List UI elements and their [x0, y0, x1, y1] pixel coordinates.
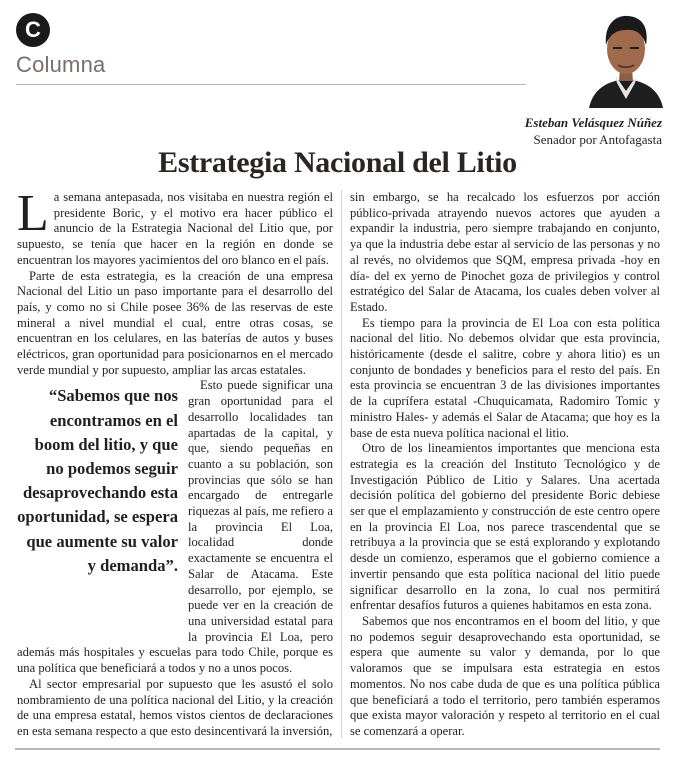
headline: Estrategia Nacional del Litio [158, 146, 517, 179]
article-paragraph: Otro de los lineamientos importantes que menciona esta estrategia es la creación del Instituto Tecnológico y de Investigación Público de Litio y Salares. Una acertada decisión política del gobierno del presidente Boric debiese ser que el emplazamiento y construcción de este centro opere en la provincia El Loa, nos parece trascendental que se retribuya a la provincia que se está explorando y explotando desde un comienzo, esperamos que el gobierno comience a invertir pensando que esta política nacional del litio puede significar desarrollo en la zona, lo cual nos permitirá enfrentar desafíos futuros a quienes habitamos en esta zona. [350, 441, 660, 613]
article-paragraph: Sabemos que nos encontramos en el boom del litio, y que no podemos seguir desaprovechando esta oportunidad, se espera que aumente su valor y demanda, por lo que valoramos que se impulsara esta estrategia en estos momentos. No nos cabe duda de que es una política pública que beneficiará a todo el territorio, pero también esperamos que exista mayor valoración y respeto al territorio en el cual se comenzará a operar. [350, 613, 660, 738]
author-name: Esteban Velásquez Núñez [524, 115, 662, 130]
drop-cap: L [17, 185, 49, 242]
author-title: Senador por Antofagasta [533, 132, 662, 147]
section-badge: C [16, 13, 50, 47]
section-divider [16, 84, 526, 85]
pull-quote: “Sabemos que nos encontramos en el boom del litio, y que no podemos seguir desaprovechando esta oportunidad, se espera que aumente su valor y demanda”. [17, 386, 178, 575]
article-paragraph: Al sector empresarial por supuesto que les asustó el solo nombramiento de una política nacional del Litio, y la creación de una empresa estatal, hemos vistos cientos de declaraciones en esta semana respecto a que esto desincentivará la inversión, [17, 676, 333, 738]
article-paragraph: Es tiempo para la provincia de El Loa con esta política nacional del litio. No debemos olvidar que esta provincia, históricamente (desde el salitre, cobre y ahora litio) es un conjunto de bondades y beneficios para el resto del país. En esta provincia se encuentran 3 de las divisiones importantes de la cuprífera estatal -Chuquicamata, Radomiro Tomic y ministro Hales- y además el Salar de Atacama; que hoy es la base de esta nueva política nacional el litio. [350, 315, 660, 440]
byline [525, 114, 662, 148]
bottom-divider [15, 748, 660, 750]
article-left-column [17, 185, 333, 745]
article-paragraph: sin embargo, se ha recalcado los esfuerzos por acción público-privada atrayendo nuevos actores que ayuden a expandir la industria, pero siempre trabajando en conjunto, ya que la industria debe estar al servicio de las personas y no al revés, no olvidemos que SQM, empresa privada -hoy en día- del ex yerno de Pinochet goza de privilegios y control estratégico del Salar de Atacama, los cuales deben volver al Estado. [350, 190, 660, 314]
article-right-column [350, 190, 660, 745]
section-label: Columna [16, 52, 106, 77]
article-paragraph: Esto puede significar una gran oportunidad para el desarrollo localidades tan apartadas de la capital, y que, siendo pequeñas en cuanto a su población, son provincias que sólo se han encargado de entregarle riquezas al país, me refiero a la provincia El Loa, localidad donde exactamente se encuentra el Salar de Atacama. Este desarrollo, por ejemplo, se puede ver en la creación de una universidad estatal para la provincia El Loa, pero además más hospitales y escuelas para todo Chile, porque es una política que beneficiará a todos y no a unos pocos. [17, 378, 333, 676]
article-paragraph: Parte de esta estrategia, es la creación de una empresa Nacional del Litio un paso importante para el desarrollo del país, y como no si Chile posee 36% de las reservas de este mineral a nivel mundial el cual, entre otras cosas, se encuentran en los celulares, en las baterías de autos y buses eléctricos, gran oportunidad para posicionarnos en el mercado verde mundial y por supuesto, ampliar las arcas estatales. [17, 268, 333, 377]
column-divider [341, 190, 342, 738]
article-paragraph: La semana antepasada, nos visitaba en nuestra región el presidente Boric, y el motivo era hacer público el anuncio de la Estrategia Nacional del Litio que, por supuesto, se tenía que hacer en la región en donde se encuentran los mayores yacimientos del oro blanco en el país. [17, 185, 333, 267]
author-portrait [587, 9, 665, 108]
